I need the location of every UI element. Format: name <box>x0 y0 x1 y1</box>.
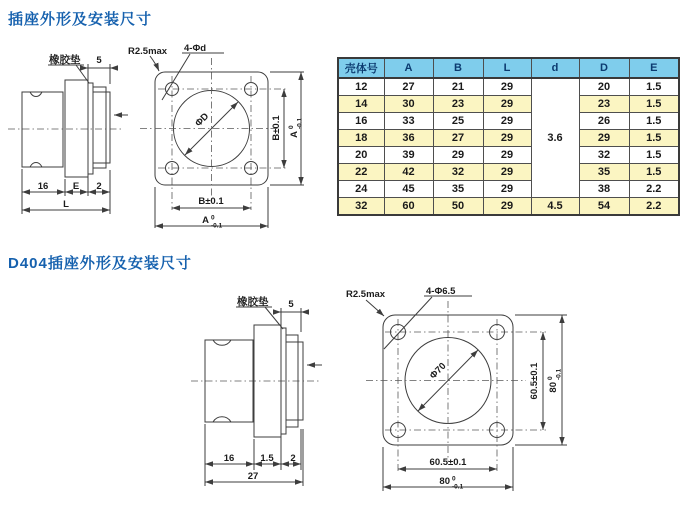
rubber-gasket <box>88 83 93 174</box>
flange-dimensions <box>346 286 567 491</box>
table-row-shell-24 <box>338 181 679 198</box>
side-view-dimensions <box>22 53 118 214</box>
table-cell: 32 <box>433 164 483 181</box>
table-cell: 21 <box>433 78 483 96</box>
side-view-outline <box>191 325 322 437</box>
table-cell: 60 <box>384 198 433 216</box>
table-cell: 24 <box>338 181 384 198</box>
table-cell: 14 <box>338 96 384 113</box>
col-header-0: 壳体号 <box>338 58 384 78</box>
table-cell: 30 <box>384 96 433 113</box>
table-cell: 29 <box>483 147 531 164</box>
table-cell-d: 4.5 <box>531 198 579 216</box>
svg-text:80: 80 <box>548 382 559 393</box>
table-cell: 1.5 <box>629 164 679 181</box>
flange-outline <box>366 301 546 473</box>
corner-radius-label: R2.5max <box>346 289 386 300</box>
table-cell: 32 <box>579 147 629 164</box>
table-cell: 38 <box>579 181 629 198</box>
flange-size-dim-bottom <box>202 215 222 230</box>
col-header-6: E <box>629 58 679 78</box>
flange-dimensions <box>128 43 304 230</box>
table-cell: 23 <box>433 96 483 113</box>
svg-text:-0.1: -0.1 <box>555 368 563 380</box>
table-cell: 29 <box>483 198 531 216</box>
table-cell: 2.2 <box>629 181 679 198</box>
table-cell: 1.5 <box>629 96 679 113</box>
col-header-2: B <box>433 58 483 78</box>
flange-front-view-1 <box>118 36 333 238</box>
table-cell: 1.5 <box>629 78 679 96</box>
table-cell-d-merged: 3.6 <box>531 78 579 198</box>
svg-text:A: A <box>289 131 300 138</box>
table-cell: 23 <box>579 96 629 113</box>
rubber-gasket-label: 橡胶垫 <box>49 54 81 66</box>
table-cell: 42 <box>384 164 433 181</box>
table-cell: 54 <box>579 198 629 216</box>
table-cell: 35 <box>579 164 629 181</box>
table-header-row <box>338 58 679 78</box>
dim-total-length: 27 <box>247 471 259 482</box>
table-cell: 45 <box>384 181 433 198</box>
dim-front-width: 5 <box>288 299 294 310</box>
svg-text:0: 0 <box>547 376 554 380</box>
bolt-spacing-dim-bottom: 60.5±0.1 <box>429 457 467 468</box>
table-cell: 2.2 <box>629 198 679 216</box>
dimension-table <box>337 57 680 216</box>
col-header-5: D <box>579 58 629 78</box>
bolt-spacing-dim-right: B±0.1 <box>271 115 282 141</box>
dim-total-length: L <box>63 199 69 210</box>
flange-outline <box>140 58 286 210</box>
col-header-1: A <box>384 58 433 78</box>
flange-front-view-2 <box>340 283 575 509</box>
col-header-4: d <box>531 58 579 78</box>
table-cell: 36 <box>384 130 433 147</box>
table-cell: 29 <box>483 113 531 130</box>
svg-text:0: 0 <box>452 475 456 483</box>
side-view-dimensions <box>205 295 309 486</box>
svg-text:80: 80 <box>439 476 450 487</box>
table-cell: 1.5 <box>629 113 679 130</box>
bolt-spacing-dim-right: 60.5±0.1 <box>529 362 540 400</box>
col-header-3: L <box>483 58 531 78</box>
table-cell: 1.5 <box>629 130 679 147</box>
svg-text:0: 0 <box>211 214 215 222</box>
table-cell: 16 <box>338 113 384 130</box>
table-cell: 18 <box>338 130 384 147</box>
table-cell: 27 <box>384 78 433 96</box>
table-cell: 32 <box>338 198 384 216</box>
dim-lip-length: 2 <box>290 453 296 464</box>
flange-size-dim-right <box>547 368 563 392</box>
dim-lip-length: 2 <box>96 181 102 192</box>
table-cell: 25 <box>433 113 483 130</box>
table-cell: 29 <box>433 147 483 164</box>
side-view-outline <box>8 80 128 177</box>
table-row-shell-16 <box>338 113 679 130</box>
table-cell: 1.5 <box>629 147 679 164</box>
table-row-shell-32 <box>338 198 679 216</box>
dim-mid-length: 1.5 <box>260 453 274 464</box>
rubber-gasket-label: 橡胶垫 <box>237 296 269 308</box>
table-cell: 12 <box>338 78 384 96</box>
dim-rear-length: 16 <box>223 453 235 464</box>
svg-text:-0.1: -0.1 <box>211 222 223 230</box>
section2-title: D404插座外形及安装尺寸 <box>8 255 192 272</box>
bore-diameter-label: ΦD <box>193 111 212 130</box>
table-cell: 20 <box>579 78 629 96</box>
table-cell: 29 <box>483 164 531 181</box>
table-row-shell-20 <box>338 147 679 164</box>
table-row-shell-14 <box>338 96 679 113</box>
dim-mid-length: E <box>72 181 80 192</box>
dim-front-width: 5 <box>96 55 102 66</box>
table-cell: 29 <box>483 78 531 96</box>
table-cell: 27 <box>433 130 483 147</box>
socket-side-view-1 <box>2 38 137 230</box>
section1-title: 插座外形及安装尺寸 <box>8 11 153 28</box>
mounting-holes-label: 4-Φd <box>184 43 207 54</box>
table-cell: 50 <box>433 198 483 216</box>
table-row-shell-18 <box>338 130 679 147</box>
table-row-shell-22 <box>338 164 679 181</box>
svg-text:A: A <box>202 215 209 226</box>
table-row-shell-12 <box>338 78 679 96</box>
svg-text:-0.1: -0.1 <box>296 117 304 129</box>
table-cell: 20 <box>338 147 384 164</box>
table-cell: 33 <box>384 113 433 130</box>
table-cell: 29 <box>483 130 531 147</box>
table-cell: 29 <box>483 181 531 198</box>
table-cell: 26 <box>579 113 629 130</box>
dim-rear-length: 16 <box>37 181 49 192</box>
flange-size-dim-bottom <box>439 476 463 491</box>
bore-diameter-label: Φ70 <box>427 360 449 382</box>
svg-text:-0.1: -0.1 <box>452 483 464 491</box>
socket-side-view-2 <box>95 292 330 504</box>
bolt-spacing-dim-bottom: B±0.1 <box>198 196 224 207</box>
table-cell: 39 <box>384 147 433 164</box>
table-cell: 35 <box>433 181 483 198</box>
mounting-holes-label: 4-Φ6.5 <box>426 286 456 297</box>
table-cell: 22 <box>338 164 384 181</box>
table-cell: 29 <box>579 130 629 147</box>
corner-radius-label: R2.5max <box>128 46 168 57</box>
table-cell: 29 <box>483 96 531 113</box>
svg-text:0: 0 <box>288 125 295 129</box>
